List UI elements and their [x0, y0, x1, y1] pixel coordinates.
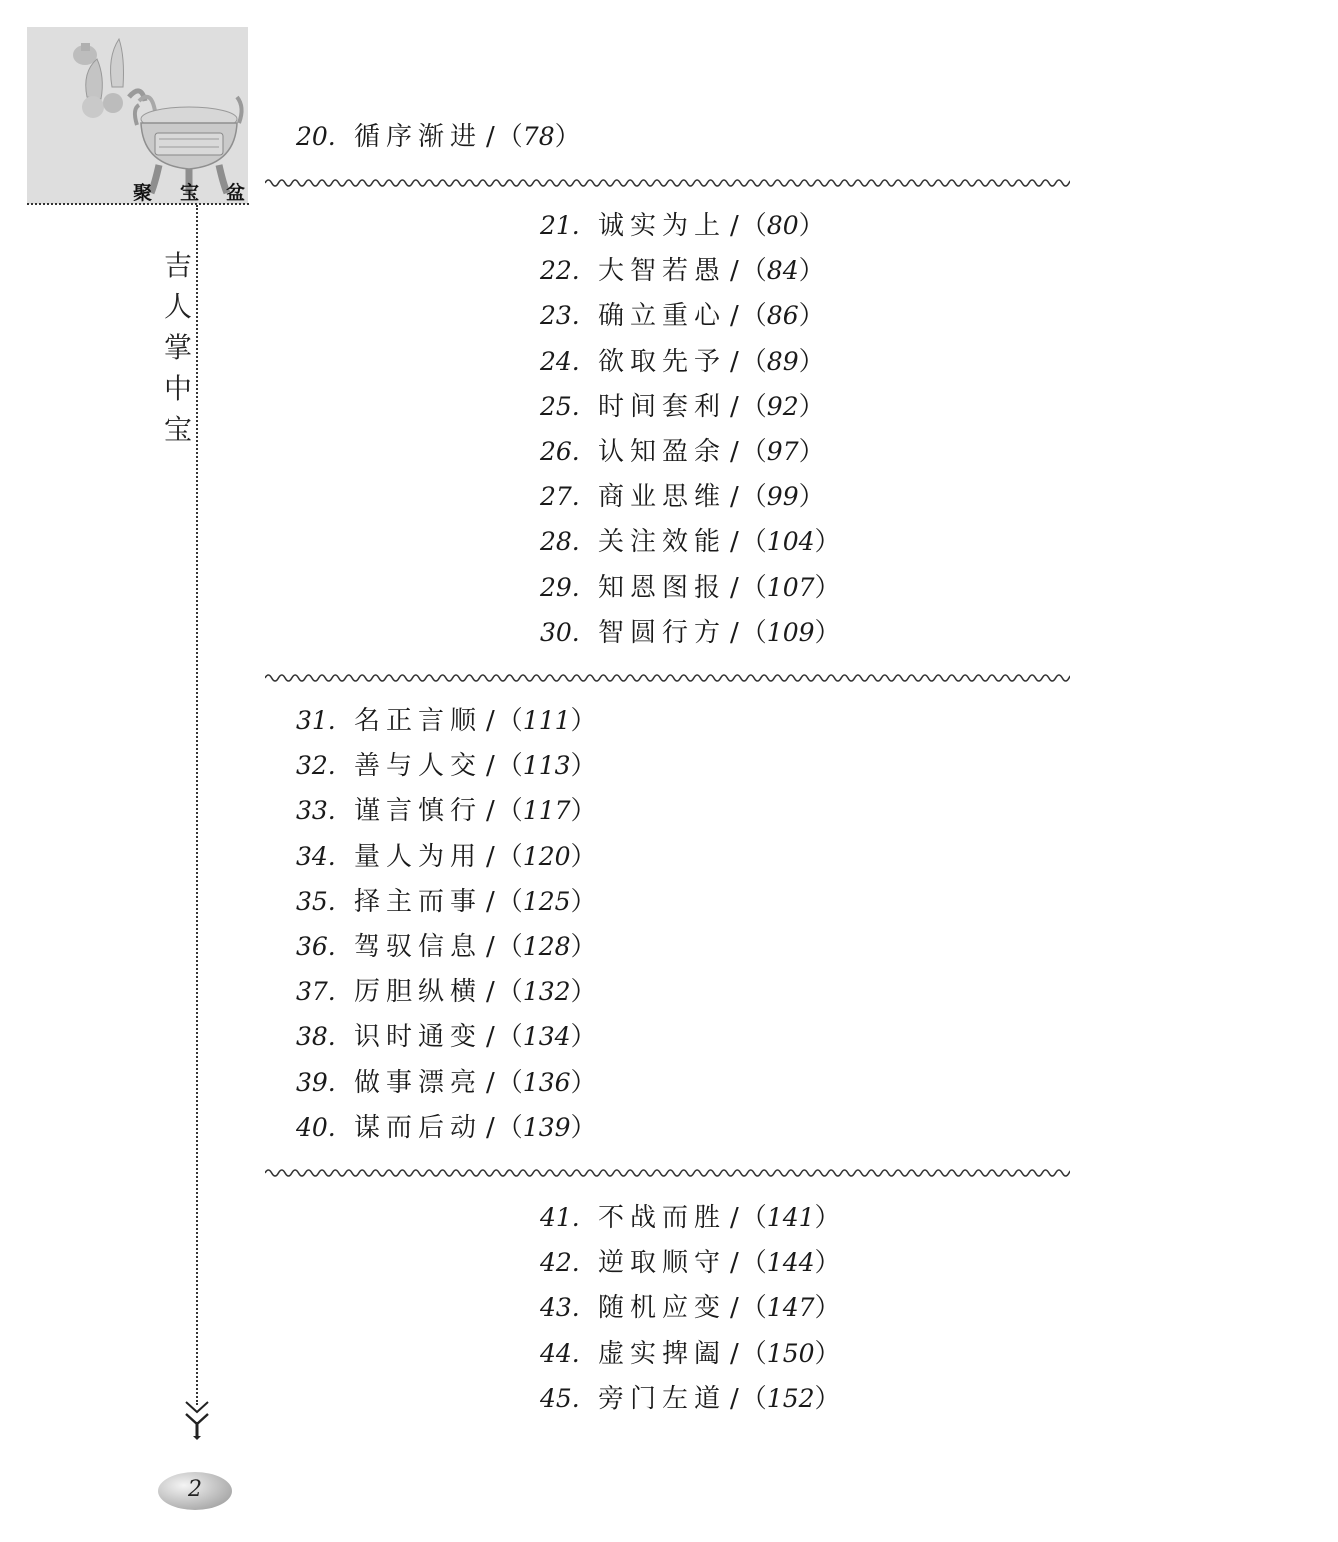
book-title-char: 人 [163, 290, 192, 323]
wavy-divider [265, 1166, 1070, 1180]
entry-page: 136 [522, 1067, 571, 1097]
entry-separator: / [730, 391, 739, 422]
entry-number: 26. [540, 437, 580, 466]
vertical-dotted-spine [196, 205, 198, 1405]
entry-number: 22. [540, 256, 580, 286]
toc-entry[interactable]: 30. 智圆行方 /（109） [540, 617, 841, 648]
entry-separator: / [730, 1383, 739, 1414]
entry-page: 134 [522, 1022, 571, 1052]
entry-title: 择主而事 [354, 886, 483, 917]
entry-page: 132 [522, 977, 571, 1007]
entry-number: 30. [540, 617, 580, 647]
entry-title: 确立重心 [598, 301, 727, 332]
entry-number: 37. [296, 977, 336, 1007]
entry-title: 知恩图报 [598, 572, 727, 603]
entry-title: 逆取顺守 [598, 1248, 727, 1279]
entry-separator: / [486, 1112, 495, 1143]
entry-number: 32. [296, 751, 336, 781]
toc-entry[interactable]: 25. 时间套利 /（92） [540, 391, 825, 422]
entry-page: 104 [766, 527, 815, 557]
wavy-divider [265, 176, 1070, 190]
entry-title: 智圆行方 [598, 617, 727, 648]
book-title-char: 中 [163, 372, 192, 405]
entry-number: 24. [540, 346, 580, 376]
book-title-vertical [160, 245, 196, 450]
toc-entry[interactable]: 37. 厉胆纵横 /（132） [296, 977, 597, 1008]
entry-page: 147 [766, 1293, 815, 1323]
entry-title: 大智若愚 [598, 256, 727, 287]
entry-number: 28. [540, 527, 580, 557]
entry-page: 144 [766, 1248, 815, 1278]
entry-separator: / [486, 841, 495, 872]
entry-page: 80 [766, 211, 799, 240]
entry-number: 21. [540, 211, 580, 240]
brand-char-1: 聚 [133, 182, 153, 204]
entry-page: 125 [522, 886, 571, 916]
toc-entry[interactable]: 31. 名正言顺 /（111） [296, 706, 597, 736]
entry-page: 78 [522, 122, 555, 151]
entry-number: 36. [296, 932, 336, 961]
entry-number: 39. [296, 1067, 336, 1097]
entry-number: 41. [540, 1203, 580, 1232]
entry-number: 44. [540, 1338, 580, 1368]
toc-entry[interactable]: 35. 择主而事 /（125） [296, 886, 597, 917]
entry-title: 驾驭信息 [354, 932, 483, 962]
entry-separator: / [486, 751, 495, 782]
entry-page: 92 [766, 391, 799, 421]
toc-entry[interactable]: 24. 欲取先予 /（89） [540, 346, 825, 377]
brand-char-3: 盆 [226, 182, 246, 204]
toc-entry[interactable]: 20. 循序渐进 /（78） [296, 122, 581, 152]
entry-separator: / [486, 1067, 495, 1098]
entry-page: 120 [522, 841, 571, 871]
book-title-char: 吉 [163, 249, 192, 282]
toc-entry[interactable]: 43. 随机应变 /（147） [540, 1293, 841, 1324]
entry-separator: / [730, 482, 739, 513]
entry-separator: / [730, 1203, 739, 1233]
toc-entry[interactable]: 38. 识时通变 /（134） [296, 1022, 597, 1053]
entry-number: 25. [540, 391, 580, 421]
entry-number: 35. [296, 886, 336, 916]
entry-separator: / [730, 256, 739, 287]
entry-number: 31. [296, 706, 336, 735]
entry-separator: / [486, 122, 495, 152]
entry-title: 不战而胜 [598, 1203, 727, 1233]
toc-entry[interactable]: 22. 大智若愚 /（84） [540, 256, 825, 287]
entry-number: 23. [540, 301, 580, 331]
toc-entry[interactable]: 26. 认知盈余 /（97） [540, 437, 825, 467]
entry-title: 认知盈余 [598, 437, 727, 467]
entry-title: 做事漂亮 [354, 1067, 483, 1098]
entry-page: 86 [766, 301, 799, 331]
toc-entry[interactable]: 40. 谋而后动 /（139） [296, 1112, 597, 1143]
entry-page: 150 [766, 1338, 815, 1368]
entry-separator: / [486, 796, 495, 827]
entry-separator: / [486, 1022, 495, 1053]
toc-entry[interactable]: 27. 商业思维 /（99） [540, 482, 825, 513]
entry-separator: / [730, 1293, 739, 1324]
entry-number: 20. [296, 122, 336, 151]
brand-char-2: 宝 [180, 182, 200, 204]
entry-number: 40. [296, 1112, 336, 1142]
entry-page: 109 [766, 617, 815, 647]
entry-title: 虚实捭阖 [598, 1338, 727, 1369]
book-title-char: 宝 [163, 413, 192, 446]
entry-separator: / [730, 437, 739, 467]
toc-entry[interactable]: 42. 逆取顺守 /（144） [540, 1248, 841, 1279]
entry-page: 111 [522, 706, 571, 735]
entry-separator: / [730, 572, 739, 603]
entry-title: 识时通变 [354, 1022, 483, 1053]
entry-number: 45. [540, 1383, 580, 1413]
entry-page: 139 [522, 1112, 571, 1142]
entry-title: 旁门左道 [598, 1383, 727, 1414]
toc-entry[interactable]: 41. 不战而胜 /（141） [540, 1203, 841, 1233]
entry-separator: / [730, 301, 739, 332]
entry-title: 时间套利 [598, 391, 727, 422]
entry-page: 128 [522, 932, 571, 961]
entry-number: 33. [296, 796, 336, 826]
entry-page: 117 [522, 796, 571, 826]
entry-number: 43. [540, 1293, 580, 1323]
entry-title: 善与人交 [354, 751, 483, 782]
entry-number: 29. [540, 572, 580, 602]
toc-entry[interactable]: 44. 虚实捭阖 /（150） [540, 1338, 841, 1369]
entry-title: 欲取先予 [598, 346, 727, 377]
entry-page: 84 [766, 256, 799, 286]
entry-title: 关注效能 [598, 527, 727, 558]
book-title-char: 掌 [163, 331, 192, 364]
entry-separator: / [730, 617, 739, 648]
entry-title: 谨言慎行 [354, 796, 483, 827]
entry-number: 38. [296, 1022, 336, 1052]
entry-separator: / [730, 346, 739, 377]
entry-title: 谋而后动 [354, 1112, 483, 1143]
entry-page: 113 [522, 751, 571, 781]
entry-separator: / [730, 1338, 739, 1369]
entry-page: 141 [766, 1203, 815, 1232]
page-number: 2 [188, 1477, 202, 1502]
toc-entry[interactable]: 34. 量人为用 /（120） [296, 841, 597, 872]
entry-number: 27. [540, 482, 580, 512]
toc-entry[interactable]: 21. 诚实为上 /（80） [540, 211, 825, 241]
toc-entry[interactable]: 45. 旁门左道 /（152） [540, 1383, 841, 1414]
entry-title: 商业思维 [598, 482, 727, 513]
down-arrow-icon [182, 1396, 212, 1440]
entry-title: 量人为用 [354, 841, 483, 872]
entry-separator: / [730, 1248, 739, 1279]
entry-separator: / [486, 977, 495, 1008]
toc-entry[interactable]: 28. 关注效能 /（104） [540, 527, 841, 558]
entry-separator: / [486, 706, 495, 736]
entry-title: 名正言顺 [354, 706, 483, 736]
toc-entry[interactable]: 36. 驾驭信息 /（128） [296, 932, 597, 962]
entry-separator: / [486, 886, 495, 917]
wavy-divider [265, 671, 1070, 685]
entry-page: 152 [766, 1383, 815, 1413]
entry-number: 42. [540, 1248, 580, 1278]
entry-number: 34. [296, 841, 336, 871]
entry-separator: / [730, 527, 739, 558]
toc-entry[interactable]: 32. 善与人交 /（113） [296, 751, 597, 782]
entry-title: 厉胆纵横 [354, 977, 483, 1008]
entry-title: 循序渐进 [354, 122, 483, 152]
toc-entry[interactable]: 33. 谨言慎行 /（117） [296, 796, 597, 827]
entry-title: 随机应变 [598, 1293, 727, 1324]
toc-entry[interactable]: 39. 做事漂亮 /（136） [296, 1067, 597, 1098]
entry-page: 107 [766, 572, 815, 602]
entry-page: 97 [766, 437, 799, 466]
toc-entry[interactable]: 23. 确立重心 /（86） [540, 301, 825, 332]
entry-title: 诚实为上 [598, 211, 727, 241]
header-rule [27, 203, 249, 205]
entry-page: 99 [766, 482, 799, 512]
entry-separator: / [730, 211, 739, 241]
entry-page: 89 [766, 346, 799, 376]
entry-separator: / [486, 932, 495, 962]
toc-entry[interactable]: 29. 知恩图报 /（107） [540, 572, 841, 603]
